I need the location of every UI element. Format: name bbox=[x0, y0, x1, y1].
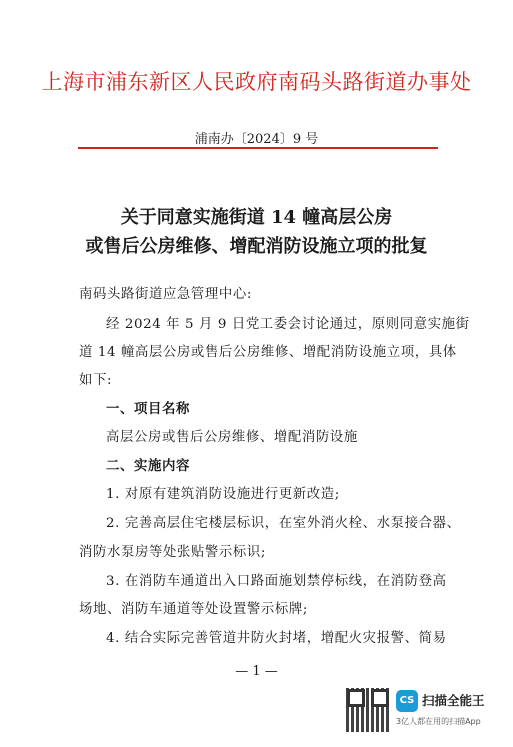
doc-title-line-2: 或售后公房维修、增配消防设施立项的批复 bbox=[85, 236, 428, 257]
scanner-app-name: 扫描全能王 bbox=[422, 693, 485, 708]
item-2-line-2: 消防水泵房等处张贴警示标识; bbox=[79, 545, 266, 560]
item-2-line-1: 2. 完善高层住宅楼层标识，在室外消火栓、水泵接合器、 bbox=[106, 516, 461, 531]
scanner-slogan: 3亿人都在用的扫描App bbox=[396, 717, 481, 726]
addressee: 南码头路街道应急管理中心: bbox=[79, 287, 252, 302]
page-number: — 1 — bbox=[235, 664, 278, 679]
paragraph-1-line-3: 如下: bbox=[79, 373, 113, 388]
project-name: 高层公房或售后公房维修、增配消防设施 bbox=[106, 430, 358, 445]
scanner-watermark bbox=[346, 688, 506, 736]
item-3-line-2: 场地、消防车通道等处设置警示标牌; bbox=[79, 602, 308, 617]
camscanner-logo-icon: CS bbox=[396, 690, 418, 712]
org-title: 上海市浦东新区人民政府南码头路街道办事处 bbox=[41, 70, 472, 94]
item-3-line-1: 3. 在消防车通道出入口路面施划禁停标线，在消防登高 bbox=[106, 574, 447, 589]
paragraph-1-line-1: 经 2024 年 5 月 9 日党工委会讨论通过，原则同意实施街 bbox=[106, 317, 470, 332]
item-4-line-1: 4. 结合实际完善管道井防火封堵，增配火灾报警、简易 bbox=[106, 631, 447, 646]
section-heading-2: 二、实施内容 bbox=[106, 458, 190, 474]
section-heading-1: 一、项目名称 bbox=[106, 401, 190, 417]
qr-code-icon bbox=[346, 688, 390, 732]
red-divider bbox=[78, 147, 438, 149]
paragraph-1-line-2: 道 14 幢高层公房或售后公房维修、增配消防设施立项，具体 bbox=[79, 345, 457, 360]
doc-number: 浦南办〔2024〕9 号 bbox=[194, 132, 319, 147]
item-1: 1. 对原有建筑消防设施进行更新改造; bbox=[106, 487, 340, 502]
doc-title-line-1: 关于同意实施街道 14 幢高层公房 bbox=[120, 207, 393, 228]
